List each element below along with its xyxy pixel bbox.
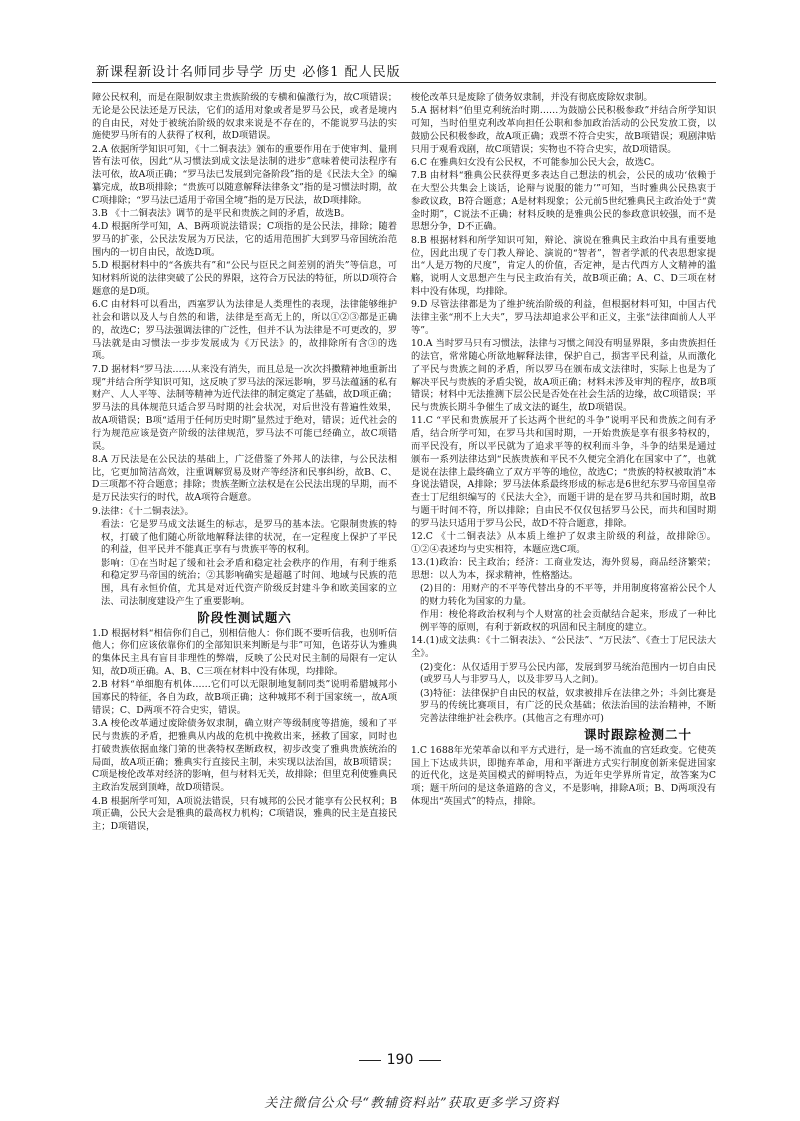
answer-paragraph: 7.B 由材料“雅典公民获得更多表达自己想法的机会，公民的成功‘依赖于在大型公共集会上谈话，论辩与说服的能力’”可知，当时雅典公民热衷于参政议政，B符合题意；A是材料现象；公元前5世纪雅典民主政治处于“黄金时期”，C说法不正确；材料反映的是雅典公民的参政意识较强，而不是思想分争，D不正确。: [411, 170, 716, 233]
answer-paragraph: 8.B 根据材料和所学知识可知，辩论、演说在雅典民主政治中具有重要地位，因此出现了专门教人辩论、演说的“智者”，智者学派的代表思想家提出“人是万物的尺度”，肯定人的价值，否定神，是古代西方人文精神的滥觞，说明人文思想产生与民主政治有关，故B项正确；A、C、D三项在材料中没有体现，均排除。: [411, 234, 716, 297]
answer-paragraph: 11.C “平民和贵族展开了长达两个世纪的斗争”说明平民和贵族之间有矛盾，结合所学可知，在罗马共和国时期，一开始贵族是享有很多特权的，而平民没有，所以平民就为了追求平等的权利而斗争，斗争的结果是通过颁布一系列法律达到“民族贵族和平民不久便完全消化在国家中了”，也就是说在法律上最终确立了双方平等的地位，故选C；“贵族的特权被取消”本身说法错误，A排除；罗马法体系最终形成的标志是6世纪东罗马帝国皇帝查士丁尼组织编写的《民法大全》，而题干讲的是在罗马共和国时期，故B与题干时间不符，所以排除；自由民不仅仅包括罗马公民，而共和国时期的罗马法只适用于罗马公民，故D不符合题意，排除。: [411, 415, 716, 529]
answer-paragraph: 4.D 根据所学可知，A、B两项说法错误；C项指的是公民法，排除；随着罗马的扩张，公民法发展为万民法，它的适用范围扩大到罗马帝国统治范围内的一切自由民，故选D项。: [92, 221, 397, 259]
answer-paragraph: 5.D 根据材料中的“各族共有”和“公民与臣民之间差别的消失”等信息，可知材料所说的法律突破了公民的界限，这符合万民法的特征，所以D项符合题意的是D项。: [92, 260, 397, 297]
answer-paragraph: 1.C 1688年光荣革命以和平方式进行，是一场不流血的宫廷政变。它使英国上下达成共识，即抛弃革命，用和平渐进方式实行制度创新来促进国家的近代化，这是英国模式的鲜明特点，为近年史学界所肯定，故答案为C项；题干所问的是这条道路的含义，不是影响，排除A项；B、D两项没有体现出“英国式”的特点，排除。: [411, 744, 716, 808]
page-number-dash-right: [419, 1060, 441, 1061]
answer-paragraph: 4.B 根据所学可知，A项说法错误，只有城邦的公民才能享有公民权利；B项正确，公民大会是雅典的最高权力机构；C项错误，雅典的民主是直接民主；D项错误，: [92, 795, 397, 833]
answer-paragraph: 2.A 依据所学知识可知，《十二铜表法》颁布的重要作用在于使审判、量刑皆有法可依，因此“从习惯法到成文法是法制的进步”意味着使司法程序有法可依，故A项正确；“罗马法已发展到完备阶段”指的是《民法大全》的编纂完成，故B项排除；“贵族可以随意解释法律条文”指的是习惯法时期，故C项排除；“罗马法已适用于帝国全境”指的是万民法，故D项排除。: [92, 143, 397, 206]
answer-paragraph: 2.B 材料“单细胞有机体……它们可以无限制地复制同类”说明希腊城邦小国寡民的特征，各自为政，故B项正确；这种城邦不利于国家统一，故A项错误；C、D两项不符合史实，错误。: [92, 679, 397, 716]
answer-paragraph: 13.(1)政治：民主政治；经济：工商业发达，海外贸易，商品经济繁荣；思想：以人为本，探求精神，性格豁达。: [411, 557, 716, 581]
answer-paragraph: 9.法律：《十二铜表法》。: [92, 505, 194, 517]
answer-subparagraph: 影响：①在当时起了缓和社会矛盾和稳定社会秩序的作用，有利于维系和稳定罗马帝国的统治；②其影响确实是超越了时间、地域与民族的范围，具有永恒价值，尤其是对近代资产阶级反封建斗争和欧美国家的立法、司法制度建设产生了重要影响。: [101, 557, 397, 608]
answer-paragraph: 梭伦改革只是废除了债务奴隶制，并没有彻底废除奴隶制。: [411, 92, 653, 103]
answer-subparagraph: (3)特征：法律保护自由民的权益，奴隶被排斥在法律之外；斗剑比赛是罗马的传统比赛项目，有广泛的民众基础；依法治国的法治精神，不断完善法律维护社会秩序。(其他言之有理亦可): [420, 687, 716, 725]
answer-paragraph: 9.D 尽管法律都是为了维护统治阶级的利益，但根据材料可知，中国古代法律主张“刑不上大夫”，罗马法却追求公平和正义，主张“法律面前人人平等”。: [411, 299, 716, 336]
running-header: [92, 56, 716, 83]
running-header-title: 新课程新设计名师同步导学 历史 必修1 配人民版: [96, 65, 401, 80]
section-title: 课时跟踪检测二十: [583, 727, 692, 743]
answer-paragraph: 12.C 《十二铜表法》从本质上维护了奴隶主阶级的利益，故排除⑤。①②④表述均与史实相符，本题应选C项。: [411, 531, 716, 555]
answer-paragraph: 14.(1)成文法典：《十二铜表法》、“公民法”、“万民法”、《查士丁尼民法大全》。: [411, 635, 716, 660]
answer-subparagraph: (2)变化：从仅适用于罗马公民内部，发展到罗马统治范围内一切自由民(或罗马人与非罗马人，以及非罗马人之间)。: [420, 661, 716, 686]
page-number-dash-left: [359, 1060, 381, 1061]
answer-paragraph: 3.B 《十二铜表法》调节的是平民和贵族之间的矛盾，故选B。: [92, 208, 350, 220]
answer-paragraph: 8.A 万民法是在公民法的基础上，广泛借鉴了外邦人的法律，与公民法相比，它更加简洁高效，注重调解贸易及财产等经济和民事纠纷，故B、C、D三项都不符合题意；排除；贵族垄断立法权是在公民法出现的早期，而不是万民法实行的时代，故A项符合题意。: [92, 453, 397, 504]
page-number: [340, 1052, 460, 1068]
footer-note: 关注微信公众号“教辅资料站”获取更多学习资料: [264, 1096, 560, 1111]
answer-paragraph: 6.C 在雅典妇女没有公民权，不可能参加公民大会，故选C。: [411, 156, 661, 168]
right-column: [411, 92, 716, 1047]
section-title: 阶段性测试题六: [197, 609, 292, 625]
answer-paragraph: 1.D 根据材料“相信你们自己，别相信他人：你们既不要听信我，也别听信他人；你们应该依靠你们的全部知识来判断是与非”可知，色诺芬认为雅典的集体民主具有盲目非理性的弊端，反映了公民对民主制的局限有一定认知，故D项正确。A、B、C三项在材料中没有体现，均排除。: [92, 627, 397, 678]
answer-paragraph: 障公民权利，而是在限制奴隶主贵族阶级的专横和偏激行为，故C项错误；无论是公民法还是万民法，它们的适用对象或者是罗马公民，或者是境内的自由民，对处于被统治阶级的奴隶来说是不存在的，不能说罗马法的实施使罗马所有的人获得了权利，故D项错误。: [92, 92, 397, 142]
answer-subparagraph: (2)目的：用财产的不平等代替出身的不平等，并用制度将富裕公民个人的财力转化为国家的力量。: [420, 583, 716, 608]
answer-paragraph: 10.A 当时罗马只有习惯法，法律与习惯之间没有明显界限，多由贵族担任的法官，常常随心所欲地解释法律，保护自己，损害平民利益，从而激化了平民与贵族之间的矛盾，所以罗马在颁布成文法律时，实际上也是为了解决平民与贵族的矛盾尖锐，故A项正确；材料未涉及审判的程序，故B项错误；材料中无法推测下层公民是否处在社会生活的边缘，故C项错误；平民与贵族长期斗争催生了成文法的诞生，故D项错误。: [411, 338, 716, 414]
answer-paragraph: 7.D 据材料“罗马法……从来没有消失，而且总是一次次抖擞精神地重新出现”并结合所学知识可知，这反映了罗马法的深远影响，罗马法蕴涵的私有财产、人人平等、法制等精神为近代法律的制定奠定了基础，故D项正确；罗马法的具体规范只适合罗马时期的社会状况，对后世没有普遍性效果，故A项错误；B项“适用于任何历史时期”显然过于绝对，错误；近代社会的行为规范应该是资产阶级的法律规范，罗马法不可能已经确立，故C项错误。: [92, 363, 397, 452]
left-column: [92, 92, 397, 1047]
page-number-value: 190: [386, 1052, 414, 1068]
answer-paragraph: 5.A 据材料“伯里克利统治时期……为鼓励公民积极参政”并结合所学知识可知，当时伯里克利改革向担任公职和参加政治活动的公民发放工资，以鼓励公民积极参政，故A项正确；戏票不符合史实，故B项错误；观剧津贴只用于观看戏剧，故C项错误；实物也不符合史实，故D项错误。: [411, 105, 716, 155]
answer-paragraph: 3.A 梭伦改革通过废除债务奴隶制，确立财产等级制度等措施，缓和了平民与贵族的矛盾，把雅典从内战的危机中挽救出来，拯救了国家，同时也打破贵族依据血缘门第的世袭特权垄断政权，初步改变了雅典贵族统治的局面，故A项正确；雅典实行直接民主制，未实现以法治国，故B项错误；C项是梭伦改革对经济的影响，但与材料无关，故排除；但里克利使雅典民主政治发展到顶峰，故D项错误。: [92, 718, 397, 794]
answer-subparagraph: 看法：它是罗马成文法诞生的标志，是罗马的基本法。它限制贵族的特权，打破了他们随心所欲地解释法律的状况，在一定程度上保护了平民的利益，但平民并不能真正享有与贵族平等的权利。: [101, 518, 397, 556]
answer-paragraph: 6.C 由材料可以看出，西塞罗认为法律是人类理性的表现，法律能够维护社会和谐以及人与自然的和谐，法律是至高无上的，所以①②③都是正确的，故选C；罗马法强调法律的广泛性，但并不认为法律是不可更改的，罗马法就是由习惯法一步步发展成为《万民法》的，故排除所有含③的选项。: [92, 299, 397, 362]
answer-subparagraph: 作用：梭伦将政治权利与个人财富的社会贡献结合起来，形成了一种比例平等的原则，有利于新政权的巩固和民主制度的建立。: [420, 609, 716, 634]
